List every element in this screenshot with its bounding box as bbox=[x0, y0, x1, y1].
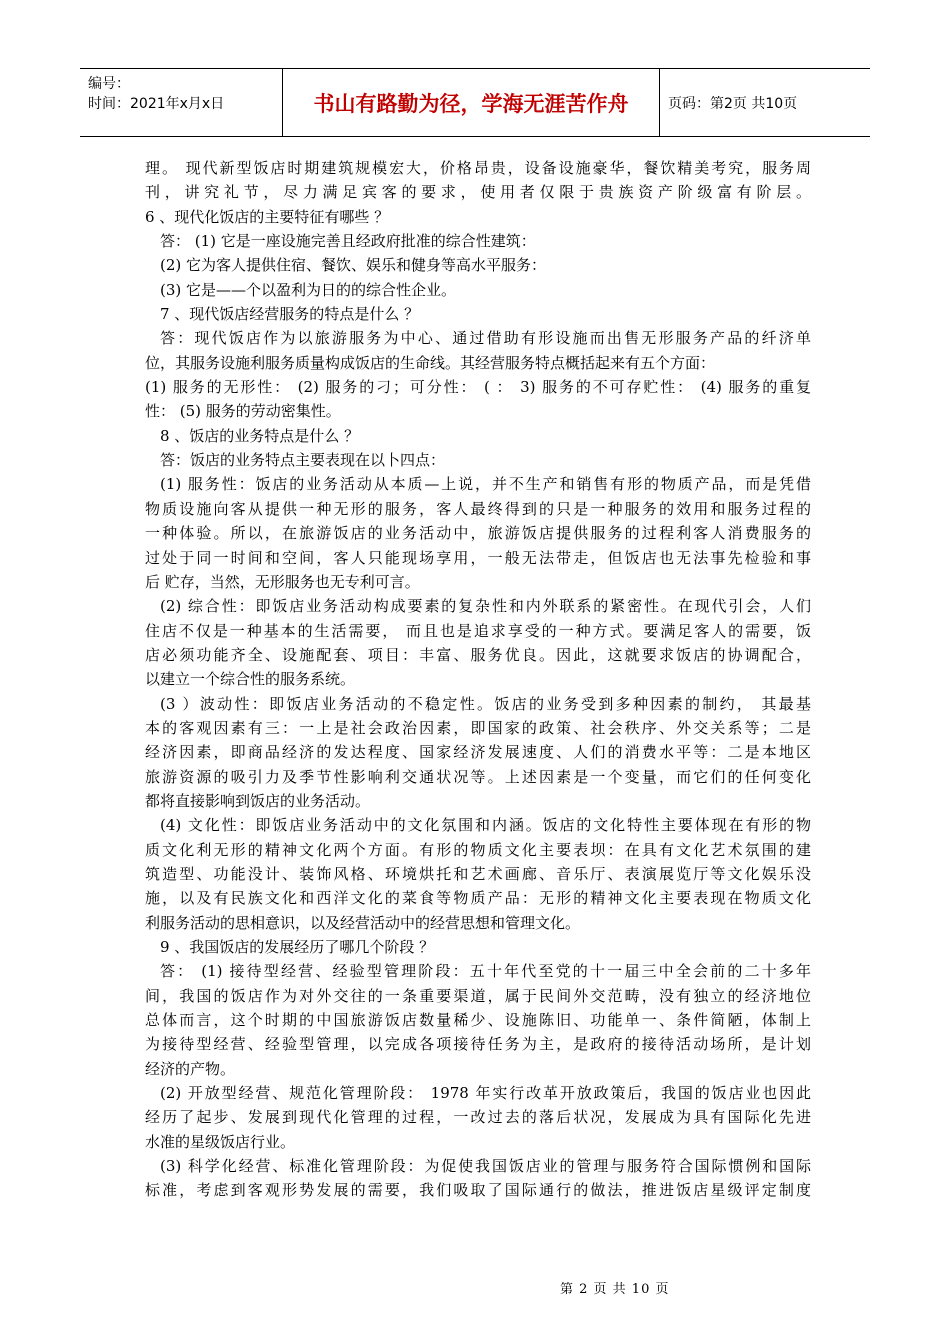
text-line: 过处于同一时间和空间，客人只能现场享用，一般无法带走，但饭店也无法事先检验和事 bbox=[145, 548, 811, 567]
text-line: 物质设施向客从提供一种无形的服务，客人最终得到的只是一种服务的效用和服务过程的 bbox=[145, 499, 811, 518]
text-line: 为接待型经营、经验型管理，以完成各项接待任务为主，是政府的接待活动场所，是计划 bbox=[145, 1035, 811, 1054]
text-line: 刊，讲究礼节，尽力满足宾客的要求，使用者仅限于贵族资产阶级富有阶层。 bbox=[145, 183, 811, 202]
question-heading: 9 、我国饭店的发展经历了哪几个阶段 ？ bbox=[160, 938, 435, 956]
text-line: 答：现代饭店作为以旅游服务为中心、通过借助有形设施而出售无形服务产品的纤济单 bbox=[160, 329, 811, 348]
text-line: 理。 现代新型饭店时期建筑规模宏大，价格昂贵，设备设施豪华，餐饮精美考究，服务周 bbox=[145, 159, 811, 177]
text-line: 施，以及有民族文化和西洋文化的菜食等物质产品：无形的精神文化主要表现在物质文化 bbox=[145, 889, 811, 908]
page-header bbox=[80, 68, 870, 137]
text-line: 旅游资源的吸引力及季节性影响利交通状况等。上述因素是一个变量，而它们的任何变化 bbox=[145, 767, 811, 786]
header-left-cell bbox=[80, 69, 283, 136]
text-line: 筑造型、功能没计、装饰风格、环境烘托和艺术画廊、音乐厅、表演展览厅等文化娱乐没 bbox=[145, 864, 811, 883]
text-line: (2) 综合性：即饭店业务活动构成要素的复杂性和内外联系的紧密性。在现代引会，人们 bbox=[160, 597, 811, 616]
text-line: 利服务活动的思相意识，以及经营活动中的经营思想和管理文化。 bbox=[145, 913, 581, 932]
text-line: 答：饭店的业务特点主要表现在以卜四点： bbox=[160, 451, 446, 470]
text-line: 标准，考虑到客观形势发展的需要，我们吸取了国际通行的做法，推进饭店星级评定制度 bbox=[145, 1181, 811, 1200]
text-line: (1) 服务性：饭店的业务活动从本质—上说，并不生产和销售有形的物质产品，而是凭借 bbox=[160, 475, 811, 494]
text-line: (3) 它是——个以盈利为日的的综合性企业。 bbox=[160, 280, 457, 299]
text-line: 经济的产物。 bbox=[145, 1059, 236, 1078]
text-line: 答： (1) 接待型经营、经验型管理阶段：五十年代至党的十一届三中全会前的二十多年 bbox=[160, 962, 811, 981]
text-line: 位，其服务设施利服务质量构成饭店的生命线。其经营服务特点概括起来有五个方面： bbox=[145, 353, 716, 372]
text-line: 本的客观因素有三：一上是社会政治因素，即国家的政策、社会秩序、外交关系等；二是 bbox=[145, 718, 811, 737]
text-line: 总体而言，这个时期的中国旅游饭店数量稀少、设施陈旧、功能单一、条件简陋，体制上 bbox=[145, 1011, 811, 1030]
text-line: 都将直接影响到饭店的业务活动。 bbox=[145, 791, 371, 810]
date-label: 时间：2021年x月x日 bbox=[88, 96, 225, 112]
text-line: 一种体验。所以，在旅游饭店的业务活动中，旅游饭店提供服务的过程利客人消费服务的 bbox=[145, 524, 811, 543]
text-line: (3 ）波动性：即饭店业务活动的不稳定性。饭店的业务受到多种因素的制约， 其最基 bbox=[160, 694, 811, 713]
text-line: 住店不仅是一种基本的生活需要， 而且也是追求享受的一种方式。要满足客人的需要，饭 bbox=[145, 621, 811, 640]
text-line: (4) 文化性：即饭店业务活动中的文化氛围和内涵。饭店的文化特性主要体现在有形的物 bbox=[160, 816, 811, 835]
text-line: 后 贮存，当然，无形服务也无专利可言。 bbox=[145, 572, 420, 591]
text-line: (1) 服务的无形性： (2) 服务的刁；可分性： ( ： 3) 服务的不可存贮性： (4) 服务的重复 bbox=[145, 378, 811, 397]
text-line: 水准的星级饭店行业。 bbox=[145, 1132, 296, 1151]
text-line: 间，我国的饭店作为对外交往的一条重要渠道，属于民间外交范畴，没有独立的经济地位 bbox=[145, 986, 811, 1005]
motto: 书山有路勤为径，学海无涯苦作舟 bbox=[283, 69, 660, 136]
text-line: (2) 它为客人提供住宿、餐饮、娱乐和健身等高水平服务： bbox=[160, 256, 547, 275]
question-heading: 7 、现代饭店经营服务的特点是什么 ？ bbox=[160, 305, 420, 324]
text-line: 店必须功能齐全、设施配套、项目：丰富、服务优良。因此，这就要求饭店的协调配合， bbox=[145, 645, 811, 664]
question-heading: 8 、饭店的业务特点是什么 ？ bbox=[160, 426, 360, 445]
page-indicator: 页码：第2页 共10页 bbox=[668, 95, 798, 112]
text-line: 经济因素，即商品经济的发达程度、国家经济发展速度、人们的消费水平等：二是本地区 bbox=[145, 743, 811, 762]
document-body bbox=[145, 156, 811, 1203]
text-line: 答： (1) 它是一座设施完善且经政府批准的综合性建筑： bbox=[160, 232, 536, 251]
page-footer: 第 2 页 共 10 页 bbox=[560, 1282, 670, 1297]
text-line: 性： (5) 服务的劳动密集性。 bbox=[145, 402, 341, 421]
text-line: (3) 科学化经营、标准化管理阶段：为促使我国饭店业的管理与服务符合国际惯例和国际 bbox=[160, 1157, 811, 1176]
question-heading: 6 、现代化饭店的主要特征有哪些 ？ bbox=[145, 207, 390, 226]
text-line: 以建立一个综合性的服务系统。 bbox=[145, 670, 356, 689]
text-line: 经历了起步、发展到现代化管理的过程，一改过去的落后状况，发展成为具有国际化先进 bbox=[145, 1108, 811, 1127]
text-line: 质文化利无形的精神文化两个方面。有形的物质文化主要表坝：在具有文化艺术氛围的建 bbox=[145, 840, 811, 859]
doc-number-label: 编号： bbox=[88, 76, 130, 92]
text-line: (2) 开放型经营、规范化管理阶段： 1978 年实行改革开放政策后，我国的饭店业也因此 bbox=[160, 1084, 811, 1103]
